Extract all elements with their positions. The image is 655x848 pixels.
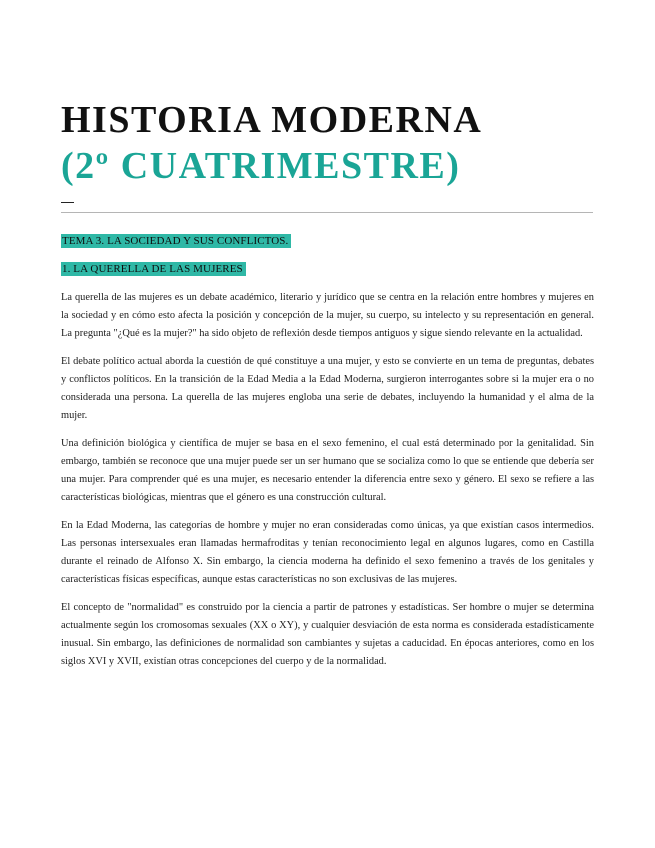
horizontal-divider <box>61 212 593 213</box>
section-subheading-text: 1. LA QUERELLA DE LAS MUJERES <box>61 262 246 276</box>
section-subheading <box>61 262 246 277</box>
paragraph-3: Una definición biológica y científica de mujer se basa en el sexo femenino, el cual está determinado por la genitalidad. Sin embargo, también se reconoce que una mujer puede ser un ser humano que se socializa como lo que se entiende que debería ser una mujer. Para comprender qué es una mujer, es necesario entender la diferencia entre sexo y género. El sexo se refiere a las características biológicas, mientras que el género es una construcción cultural. <box>61 438 594 503</box>
paragraph-4: En la Edad Moderna, las categorías de hombre y mujer no eran consideradas como únicas, ya que existían casos intermedios. Las personas intersexuales eran llamadas hermafroditas y tenían reconocimiento legal en algunos lugares, como en Castilla durante el reinado de Alfonso X. Sin embargo, la ciencia moderna ha definido el sexo femenino a través de los genitales y características físicas específicas, aunque estas características no son exclusivas de las mujeres. <box>61 520 594 585</box>
topic-heading <box>61 234 291 249</box>
body-text <box>61 289 594 681</box>
paragraph-5: El concepto de "normalidad" es construido por la ciencia a partir de patrones y estadísticas. Ser hombre o mujer se determina actualmente según los cromosomas sexuales (XX o XY), y cualquier desviación de esta norma es considerada estadísticamente inusual. Sin embargo, las definiciones de normalidad son cambiantes y sujetas a caducidad. En épocas anteriores, como en los siglos XVI y XVII, existían otras concepciones del cuerpo y de la normalidad. <box>61 602 594 667</box>
document-subtitle: (2º CUATRIMESTRE) <box>61 145 461 187</box>
paragraph-2: El debate político actual aborda la cuestión de qué constituye a una mujer, y esto se convierte en un tema de preguntas, debates y conflictos políticos. En la transición de la Edad Media a la Edad Moderna, surgieron interrogantes sobre si la mujer era o no considerada una persona. La querella de las mujeres engloba una serie de debates, incluyendo la humanidad y el alma de la mujer. <box>61 356 594 421</box>
paragraph-1: La querella de las mujeres es un debate académico, literario y jurídico que se centra en la relación entre hombres y mujeres en la sociedad y en cómo esto afecta la posición y concepción de la mujer, su cuerpo, su intelecto y su representación en general. La pregunta "¿Qué es la mujer?" ha sido objeto de reflexión desde tiempos antiguos y sigue siendo relevante en la actualidad. <box>61 292 594 339</box>
title-underline-mark <box>61 202 74 203</box>
topic-heading-text: TEMA 3. LA SOCIEDAD Y SUS CONFLICTOS. <box>61 234 291 248</box>
document-title: HISTORIA MODERNA <box>61 99 483 141</box>
